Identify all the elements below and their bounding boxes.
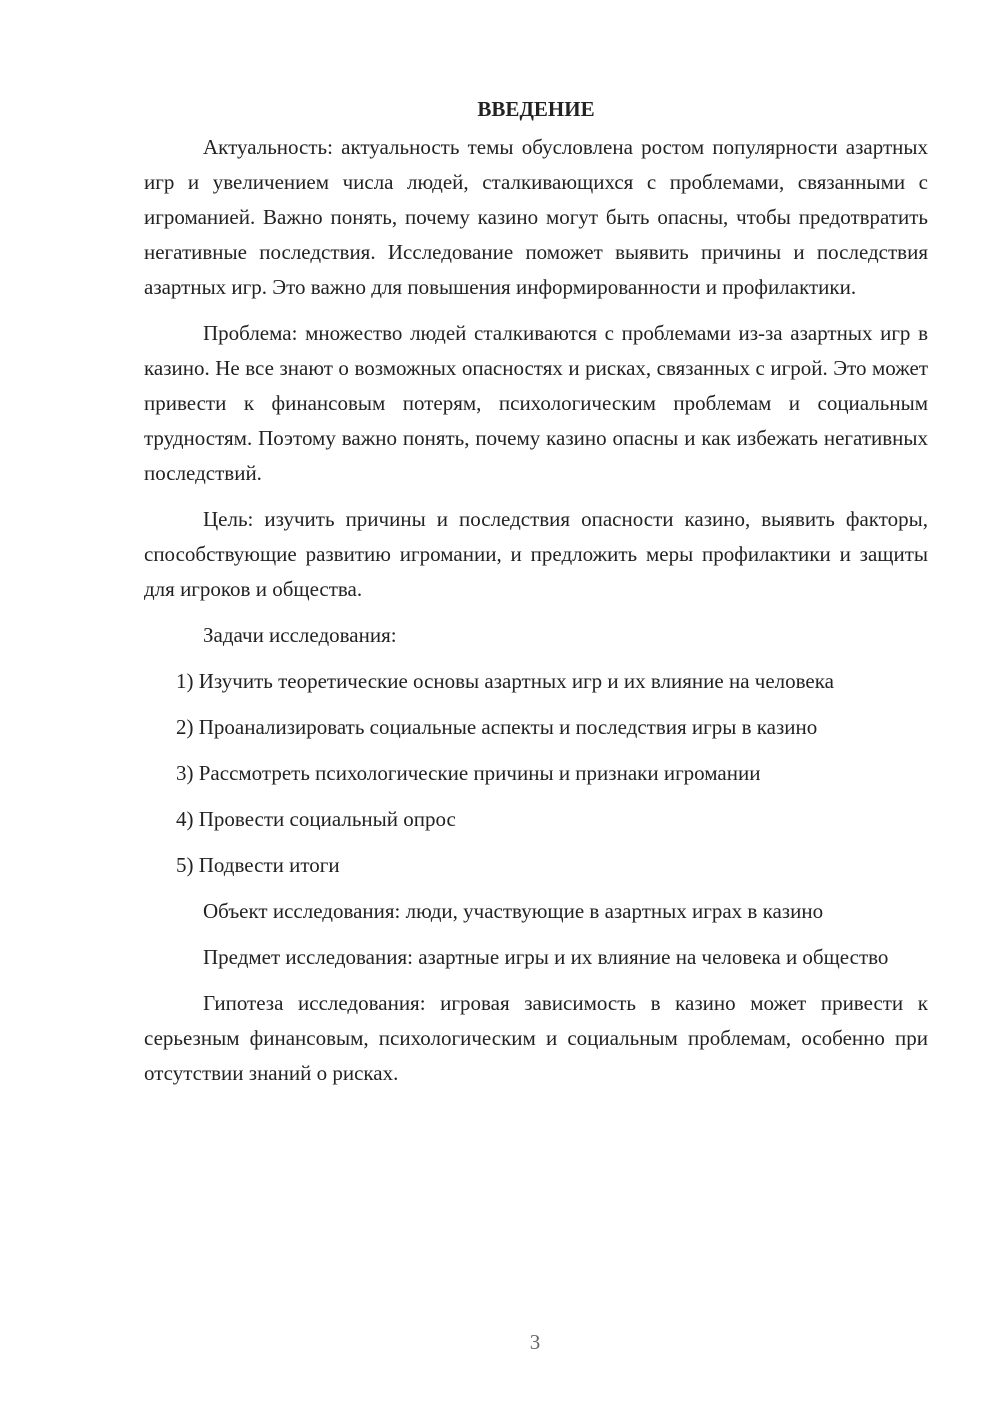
- task-item-4: 4) Провести социальный опрос: [176, 807, 456, 831]
- object-paragraph: Объект исследования: люди, участвующие в азартных играх в казино: [203, 899, 824, 923]
- goal-paragraph: Цель: изучить причины и последствия опасности казино, выявить факторы, способствующие развитию игромании, и предложить меры профилактики и защиты для игроков и общества.: [144, 507, 928, 601]
- problem-paragraph: Проблема: множество людей сталкиваются с проблемами из-за азартных игр в казино. Не все знают о возможных опасностях и рисках, связанных с игрой. Это может привести к финансовым потерям, психологическим проблемам и социальным трудностям. Поэтому важно понять, почему казино опасны и как избежать негативных последствий.: [144, 321, 928, 485]
- task-item-1: 1) Изучить теоретические основы азартных игр и их влияние на человека: [176, 669, 834, 693]
- subject-paragraph: Предмет исследования: азартные игры и их влияние на человека и общество: [203, 945, 889, 969]
- task-item-2: 2) Проанализировать социальные аспекты и последствия игры в казино: [176, 715, 818, 739]
- task-item-5: 5) Подвести итоги: [176, 853, 340, 877]
- document-page: [144, 92, 928, 1102]
- section-title: ВВЕДЕНИЕ: [477, 97, 595, 121]
- task-item-3: 3) Рассмотреть психологические причины и признаки игромании: [176, 761, 761, 785]
- page-number: 3: [529, 1330, 541, 1354]
- hypothesis-paragraph: Гипотеза исследования: игровая зависимость в казино может привести к серьезным финансовым, психологическим и социальным проблемам, особенно при отсутствии знаний о рисках.: [144, 991, 928, 1085]
- tasks-heading: Задачи исследования:: [203, 623, 397, 647]
- relevance-paragraph: Актуальность: актуальность темы обусловлена ростом популярности азартных игр и увеличением числа людей, сталкивающихся с проблемами, связанными с игроманией. Важно понять, почему казино могут быть опасны, чтобы предотвратить негативные последствия. Исследование поможет выявить причины и последствия азартных игр. Это важно для повышения информированности и профилактики.: [144, 135, 928, 299]
